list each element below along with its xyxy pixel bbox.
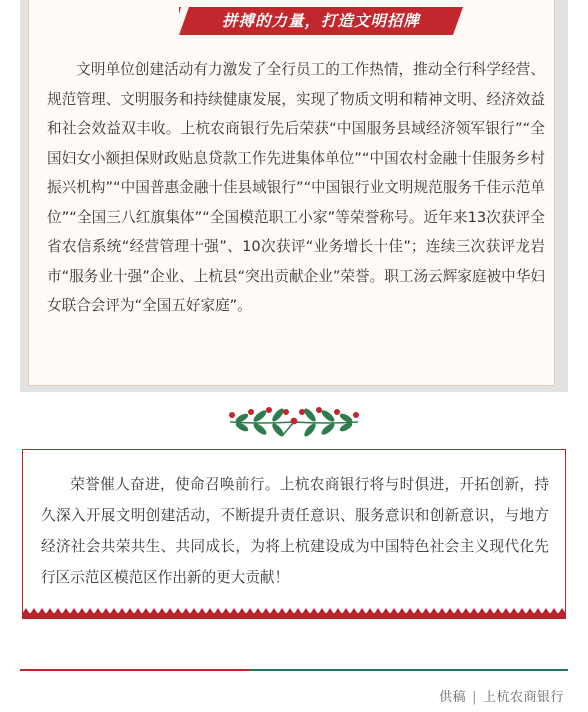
scallop-tooth — [190, 608, 198, 614]
scallop-tooth — [94, 608, 102, 614]
scallop-tooth — [430, 608, 438, 614]
honor-card — [20, 0, 568, 392]
scallop-tooth — [462, 608, 470, 614]
scallop-tooth — [390, 608, 398, 614]
scallop-tooth — [158, 608, 166, 614]
scallop-tooth — [294, 608, 302, 614]
section-title-banner — [179, 7, 463, 35]
source-label: 供稿 — [439, 690, 467, 705]
scallop-tooth — [182, 608, 190, 614]
scallop-tooth — [278, 608, 286, 614]
scallop-tooth — [142, 608, 150, 614]
scallop-tooth — [286, 608, 294, 614]
source-separator: | — [472, 690, 477, 705]
scallop-tooth — [550, 608, 558, 614]
scallop-tooth — [454, 608, 462, 614]
scallop-tooth — [254, 608, 262, 614]
scallop-tooth — [46, 608, 54, 614]
scallop-tooth — [230, 608, 238, 614]
scallop-tooth — [110, 608, 118, 614]
scallop-tooth — [438, 608, 446, 614]
scallop-tooth — [262, 608, 270, 614]
scallop-tooth — [486, 608, 494, 614]
scallop-tooth — [246, 608, 254, 614]
scallop-tooth — [358, 608, 366, 614]
scallop-tooth — [350, 608, 358, 614]
scallop-tooth — [62, 608, 70, 614]
scallop-tooth — [54, 608, 62, 614]
scallop-tooth — [30, 608, 38, 614]
scallop-tooth — [174, 608, 182, 614]
mission-card — [22, 449, 566, 619]
scallop-tooth — [510, 608, 518, 614]
scallop-tooth — [118, 608, 126, 614]
scallop-tooth — [558, 608, 566, 614]
scallop-tooth — [166, 608, 174, 614]
scallop-tooth — [478, 608, 486, 614]
scallop-tooth — [446, 608, 454, 614]
scallop-tooth — [470, 608, 478, 614]
scallop-tooth — [406, 608, 414, 614]
scallop-tooth — [366, 608, 374, 614]
scallop-tooth — [150, 608, 158, 614]
scallop-tooth — [502, 608, 510, 614]
mission-paragraph: 荣誉催人奋进，使命召唤前行。上杭农商银行将与时俱进，开拓创新，持久深入开展文明创建活动，不断提升责任意识、服务意识和创新意识，与地方经济社会共荣共生、共同成长，为将上杭建设成为中国特色社会主义现代化先行区示范区模范区作出新的更大贡献！ — [41, 476, 549, 586]
section-title: 拼搏的力量，打造文明招牌 — [221, 12, 420, 30]
scallop-border — [22, 607, 566, 619]
scallop-tooth — [302, 608, 310, 614]
scallop-tooth — [318, 608, 326, 614]
scallop-tooth — [38, 608, 46, 614]
scallop-tooth — [374, 608, 382, 614]
scallop-tooth — [422, 608, 430, 614]
laurel-divider-icon — [222, 402, 366, 442]
scallop-tooth — [334, 608, 342, 614]
scallop-tooth — [310, 608, 318, 614]
footer-line-green — [250, 669, 568, 671]
scallop-tooth — [414, 608, 422, 614]
source-name: 上杭农商银行 — [482, 690, 564, 705]
scallop-tooth — [542, 608, 550, 614]
footer-line-red — [20, 669, 250, 671]
scallop-tooth — [534, 608, 542, 614]
scallop-tooth — [206, 608, 214, 614]
scallop-tooth — [22, 608, 30, 614]
scallop-tooth — [382, 608, 390, 614]
scallop-tooth — [494, 608, 502, 614]
honor-paragraph: 文明单位创建活动有力激发了全行员工的工作热情，推动全行科学经营、规范管理、文明服务和持续健康发展，实现了物质文明和精神文明、经济效益和社会效益双丰收。上杭农商银行先后荣获“中国服务县域经济领军银行”“全国妇女小额担保财政贴息贷款工作先进集体单位”“中国农村金融十佳服务乡村振兴机构”“中国普惠金融十佳县域银行”“中国银行业文明规范服务千佳示范单位”“全国三八红旗集体”“全国模范职工小家”等荣誉称号。近年来13次获评全省农信系统“经营管理十强”、10次获评“业务增长十佳”；连续三次获评龙岩市“服务业十强”企业、上杭县“突出贡献企业”荣誉。职工汤云辉家庭被中华妇女联合会评为“全国五好家庭”。 — [47, 61, 545, 314]
honor-card-inner — [28, 0, 555, 386]
scallop-tooth — [134, 608, 142, 614]
scallop-tooth — [198, 608, 206, 614]
scallop-tooth — [270, 608, 278, 614]
scallop-tooth — [222, 608, 230, 614]
scallop-tooth — [126, 608, 134, 614]
scallop-tooth — [326, 608, 334, 614]
scallop-tooth — [398, 608, 406, 614]
source-credit — [439, 686, 564, 705]
scallop-tooth — [70, 608, 78, 614]
scallop-tooth — [78, 608, 86, 614]
scallop-tooth — [518, 608, 526, 614]
scallop-tooth — [342, 608, 350, 614]
scallop-tooth — [238, 608, 246, 614]
scallop-tooth — [102, 608, 110, 614]
scallop-tooth — [526, 608, 534, 614]
scallop-tooth — [86, 608, 94, 614]
scallop-tooth — [214, 608, 222, 614]
